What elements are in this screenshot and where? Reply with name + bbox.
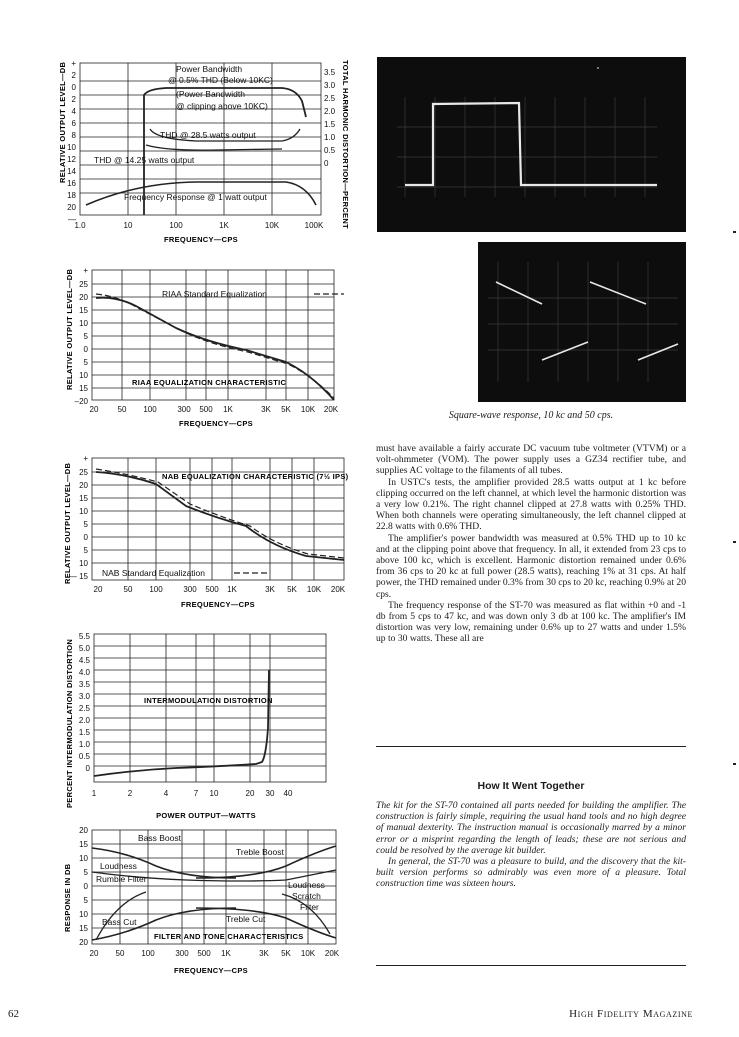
label-bass-cut: Bass Cut xyxy=(102,917,137,927)
left-tick: 2 xyxy=(71,71,76,80)
y-tick: 5 xyxy=(83,546,88,555)
x-tick: 20 xyxy=(89,949,99,958)
left-tick: 12 xyxy=(67,155,76,164)
y-axis-label: RELATIVE OUTPUT LEVEL—DB xyxy=(65,268,74,390)
y-axis-label: PERCENT INTERMODULATION DISTORTION xyxy=(65,638,74,808)
riaa-legend: RIAA Standard Equalization xyxy=(162,289,267,299)
note-thd-28-5-watts: THD @ 28.5 watts output xyxy=(160,130,256,140)
divider xyxy=(376,746,686,747)
x-tick: 20 xyxy=(245,789,255,798)
margin-mark xyxy=(733,231,736,233)
y-tick: 20 xyxy=(79,481,88,490)
x-tick: 10 xyxy=(123,221,133,230)
margin-mark xyxy=(733,541,736,543)
right-tick: 2.0 xyxy=(324,107,336,116)
x-axis-label: FREQUENCY—CPS xyxy=(181,600,255,609)
right-tick: 1.5 xyxy=(324,120,336,129)
y-tick: 0 xyxy=(83,345,88,354)
magazine-name: High Fidelity Magazine xyxy=(569,1008,693,1020)
y-tick: 1.0 xyxy=(78,740,90,749)
y-tick: 0 xyxy=(83,533,88,542)
y-axis-label: RESPONSE IN DB xyxy=(63,863,72,932)
note-thd-14-25-watts: THD @ 14.25 watts output xyxy=(94,155,195,165)
sidebar-body xyxy=(376,800,686,890)
nab-standard-curve xyxy=(96,469,344,558)
label-treble-boost: Treble Boost xyxy=(236,847,284,857)
y-tick: 15 xyxy=(79,494,88,503)
y-tick: 3.5 xyxy=(78,680,90,689)
riaa-title: RIAA EQUALIZATION CHARACTERISTIC xyxy=(132,378,287,387)
left-tick: 16 xyxy=(67,179,76,188)
x-tick: 20K xyxy=(323,405,339,414)
label-bass-boost: Bass Boost xyxy=(138,833,181,843)
note-thd-below-10kc: @ 0.5% THD (Below 10KC) xyxy=(168,75,273,85)
x-tick: 1K xyxy=(223,405,233,414)
x-tick: 5K xyxy=(281,949,291,958)
article-body xyxy=(376,443,686,645)
y-tick: 1.5 xyxy=(78,728,90,737)
label-scratch: Scratch xyxy=(292,891,321,901)
y-tick: 3.0 xyxy=(78,692,90,701)
power-bandwidth-chart xyxy=(56,55,356,245)
right-tick: 2.5 xyxy=(324,94,336,103)
label-treble-cut: Treble Cut xyxy=(226,914,266,924)
x-tick: 3K xyxy=(259,949,269,958)
right-tick: 3.0 xyxy=(324,81,336,90)
body-paragraph: The amplifier's power bandwidth was measured at 0.5% THD up to 10 kc and at the clipping point above that frequency. In all, it extended from 23 cps to above 100 kc, which is excellent. Harmonic distortion remained under 0.6% from 36 cps to 20 kc at full power (28.5 watts), reaching 1% at 31 cps. At half power, the THD remained under 0.3% from 30 cps to 20 kc, reaching 0.9% at 20 cps. xyxy=(376,532,686,600)
x-axis-label: POWER OUTPUT—WATTS xyxy=(156,811,256,820)
x-tick: 1 xyxy=(91,789,97,798)
y-tick: 5 xyxy=(83,520,88,529)
intermodulation-distortion-chart xyxy=(56,628,356,828)
y-tick: 4.5 xyxy=(78,656,90,665)
x-tick: 10K xyxy=(300,405,316,414)
y-tick: 2.0 xyxy=(78,716,90,725)
x-tick: 40 xyxy=(283,789,293,798)
x-tick: 4 xyxy=(163,789,169,798)
y-tick: 15 xyxy=(79,840,88,849)
sidebar-heading: How It Went Together xyxy=(477,780,585,792)
square-wave-50cps-trace xyxy=(496,282,678,360)
sidebar-paragraph: The kit for the ST-70 contained all parts needed for building the amplifier. The construction is fairly simple, requiring the usual hand tools and no high degree of manual dexterity. The instruction manual is occasionally marred by a minor error or a misprint regarding the length of leads; these are not serious and could be resolved by the average kit builder. xyxy=(376,800,686,856)
y-tick: 20 xyxy=(79,938,88,947)
nab-legend: NAB Standard Equalization xyxy=(102,568,206,578)
photo-caption: Square-wave response, 10 kc and 50 cps. xyxy=(448,410,614,421)
x-tick: 50 xyxy=(115,949,125,958)
left-tick: 20 xyxy=(67,203,76,212)
x-tick: 3K xyxy=(265,585,275,594)
label-loudness-right: Loudness xyxy=(288,880,325,890)
left-tick: — xyxy=(68,215,76,224)
left-tick: 6 xyxy=(71,119,76,128)
im-title: INTERMODULATION DISTORTION xyxy=(144,696,273,705)
y-tick: 25 xyxy=(79,280,88,289)
y-tick: 10 xyxy=(79,371,88,380)
sidebar-paragraph: In general, the ST-70 was a pleasure to build, and the discovery that the kit-built version performs so admirably was even more of a pleasure. Total construction time was sixteen hours. xyxy=(376,856,686,890)
page-number: 62 xyxy=(8,1008,19,1020)
x-tick: 20K xyxy=(324,949,340,958)
y-tick: 15 xyxy=(79,384,88,393)
x-tick: 30 xyxy=(265,789,275,798)
square-wave-10kc-trace xyxy=(405,103,657,185)
x-tick: 300 xyxy=(177,405,191,414)
right-tick: 1.0 xyxy=(324,133,336,142)
y-tick: 15 xyxy=(79,306,88,315)
x-tick: 1K xyxy=(219,221,229,230)
y-tick: 10 xyxy=(79,319,88,328)
x-tick: 300 xyxy=(183,585,197,594)
left-tick: 0 xyxy=(71,83,76,92)
x-tick: 2 xyxy=(127,789,133,798)
x-axis-label: FREQUENCY—CPS xyxy=(174,966,248,975)
left-tick: 8 xyxy=(71,131,76,140)
note-clipping-above-10kc: @ clipping above 10KC) xyxy=(176,101,268,111)
thd-14-watts-curve xyxy=(146,145,282,150)
right-tick: 0 xyxy=(324,159,329,168)
x-tick: 100 xyxy=(169,221,183,230)
body-paragraph: must have available a fairly accurate DC vacuum tube voltmeter (VTVM) or a volt-ohmmeter (VOM). The power supply uses a GZ34 rectifier tube, and supplies AC voltage to the filaments of all tubes. xyxy=(376,443,686,477)
filter-tone-chart xyxy=(56,822,356,982)
margin-mark xyxy=(733,763,736,765)
x-tick: 100 xyxy=(143,405,157,414)
left-tick: 2 xyxy=(71,95,76,104)
y-tick: 5 xyxy=(83,332,88,341)
y-tick: 5.0 xyxy=(78,644,90,653)
left-tick: + xyxy=(71,59,76,68)
x-tick: 7 xyxy=(193,789,199,798)
x-tick: 20K xyxy=(330,585,346,594)
left-tick: 4 xyxy=(71,107,76,116)
x-tick: 100K xyxy=(304,221,324,230)
y-tick: + xyxy=(83,266,88,275)
y-tick: 15 xyxy=(79,924,88,933)
square-wave-50cps-photo xyxy=(478,242,686,402)
note-power-bandwidth-clipping: (Power Bandwidth xyxy=(176,89,245,99)
divider xyxy=(376,965,686,966)
body-paragraph: The frequency response of the ST-70 was measured as flat within +0 and -1 db from 5 cps to 47 kc, and was down only 3 db at 100 kc. The amplifier's IM distortion was very low, remaining under 0.6% up to 27 watts and under 1.5% up to 30 watts. These all are xyxy=(376,599,686,645)
label-rumble-filter: Rumble Filter xyxy=(96,874,147,884)
x-tick: 100 xyxy=(149,585,163,594)
x-tick: 3K xyxy=(261,405,271,414)
nab-equalization-chart xyxy=(56,452,356,612)
y-tick: 0 xyxy=(83,882,88,891)
x-tick: 5K xyxy=(281,405,291,414)
x-tick: 20 xyxy=(93,585,103,594)
y-tick: 20 xyxy=(79,826,88,835)
x-tick: 20 xyxy=(89,405,99,414)
y-tick: 0 xyxy=(85,764,90,773)
y-tick: 2.5 xyxy=(78,704,90,713)
square-wave-10kc-photo xyxy=(377,57,686,232)
y-axis-label-left: RELATIVE OUTPUT LEVEL—DB xyxy=(58,61,67,183)
y-tick: 5 xyxy=(83,358,88,367)
y-tick: 25 xyxy=(79,468,88,477)
label-filter: Filter xyxy=(300,902,319,912)
filter-tone-title: FILTER AND TONE CHARACTERISTICS xyxy=(154,932,304,941)
note-power-bandwidth: Power Bandwidth xyxy=(176,64,243,74)
x-tick: 1K xyxy=(227,585,237,594)
x-tick: 10K xyxy=(300,949,316,958)
x-axis-label: FREQUENCY—CPS xyxy=(164,235,238,244)
label-loudness-left: Loudness xyxy=(100,861,137,871)
left-tick: 10 xyxy=(67,143,76,152)
y-tick: — 15 xyxy=(68,572,88,581)
x-tick: 100 xyxy=(141,949,155,958)
y-tick: 5 xyxy=(83,868,88,877)
y-tick: 4.0 xyxy=(78,668,90,677)
y-tick: 10 xyxy=(79,559,88,568)
x-axis-label: FREQUENCY—CPS xyxy=(179,419,253,428)
right-tick: 3.5 xyxy=(324,68,336,77)
x-tick: 50 xyxy=(117,405,127,414)
im-distortion-curve xyxy=(94,670,269,776)
y-tick: 10 xyxy=(79,854,88,863)
y-tick: 10 xyxy=(79,507,88,516)
x-tick: 10K xyxy=(306,585,322,594)
x-tick: 50 xyxy=(123,585,133,594)
note-frequency-response: Frequency Response @ 1 watt output xyxy=(124,192,267,202)
y-tick: –20 xyxy=(74,397,88,406)
x-tick: 500 xyxy=(199,405,213,414)
left-tick: 18 xyxy=(67,191,76,200)
x-tick: 1K xyxy=(221,949,231,958)
y-tick: 0.5 xyxy=(78,752,90,761)
y-tick: 20 xyxy=(79,293,88,302)
right-tick: 0.5 xyxy=(324,146,336,155)
x-tick: 300 xyxy=(175,949,189,958)
riaa-equalization-chart xyxy=(56,262,356,430)
y-tick: 5 xyxy=(83,896,88,905)
y-tick: 10 xyxy=(79,910,88,919)
x-tick: 10K xyxy=(264,221,280,230)
y-axis-label: RELATIVE OUTPUT LEVEL—DB xyxy=(63,462,72,584)
nab-title: NAB EQUALIZATION CHARACTERISTIC (7½ IPS) xyxy=(162,472,349,481)
y-tick: 5.5 xyxy=(78,632,90,641)
y-tick: + xyxy=(83,454,88,463)
x-tick: 500 xyxy=(205,585,219,594)
x-tick: 5K xyxy=(287,585,297,594)
y-axis-label-right: TOTAL HARMONIC DISTORTION—PERCENT xyxy=(341,60,350,229)
x-tick: 1.0 xyxy=(74,221,86,230)
body-paragraph: In USTC's tests, the amplifier provided 28.5 watts output at 1 kc before clipping occurred on the left channel, at which level the harmonic distortion was a very low 0.21%. The right channel clipped at 27.8 watts with 0.25% THD. When both channels were operating simultaneously, the left channel clipped at 22.8 watts with 0.6% THD. xyxy=(376,476,686,533)
x-tick: 500 xyxy=(197,949,211,958)
x-tick: 10 xyxy=(209,789,219,798)
left-tick: 14 xyxy=(67,167,76,176)
